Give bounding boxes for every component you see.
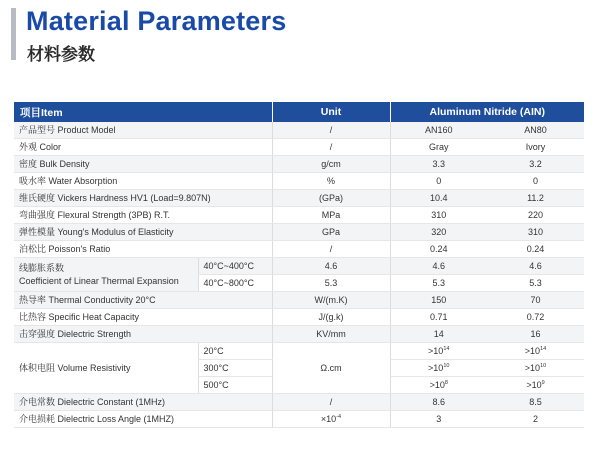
row-value: 70 [487, 292, 584, 309]
row-label: 热导率 Thermal Conductivity 20°C [14, 292, 272, 309]
column-header-unit: Unit [272, 102, 390, 122]
row-value: 14 [390, 326, 487, 343]
row-value: 3.2 [487, 156, 584, 173]
row-label: 介电常数 Dielectric Constant (1MHz) [14, 394, 272, 411]
row-value: $>10^{10}$ [487, 360, 584, 377]
row-value: 0.24 [390, 241, 487, 258]
title-accent-bar [11, 8, 16, 60]
row-unit: J/(g.k) [272, 309, 390, 326]
row-label: 弯曲强度 Flexural Strength (3PB) R.T. [14, 207, 272, 224]
table-row [14, 156, 584, 173]
row-value: $>10^8$ [390, 377, 487, 394]
table-row [14, 173, 584, 190]
row-unit: MPa [272, 207, 390, 224]
row-value: 8.5 [487, 394, 584, 411]
row-unit: GPa [272, 224, 390, 241]
row-value: 4.6 [390, 258, 487, 275]
row-unit: / [272, 139, 390, 156]
row-value: Ivory [487, 139, 584, 156]
row-value: 10.4 [390, 190, 487, 207]
row-value: 5.3 [487, 275, 584, 292]
row-value: $>10^{14}$ [390, 343, 487, 360]
row-value: AN80 [487, 122, 584, 139]
row-value: 2 [487, 411, 584, 428]
row-value: 150 [390, 292, 487, 309]
page-subtitle: 材料参数 [27, 45, 95, 64]
row-value: $>10^{10}$ [390, 360, 487, 377]
table-row [14, 139, 584, 156]
table-row [14, 326, 584, 343]
row-label-en: Coefficient of Linear Thermal Expansion [19, 275, 179, 286]
table-row [14, 292, 584, 309]
table-row [14, 343, 584, 360]
table-row [14, 411, 584, 428]
row-value: 0 [487, 173, 584, 190]
row-label: 密度 Bulk Density [14, 156, 272, 173]
row-value: $>10^{14}$ [487, 343, 584, 360]
row-label: 弹性模量 Young's Modulus of Elasticity [14, 224, 272, 241]
row-unit: / [272, 241, 390, 258]
row-value: 310 [390, 207, 487, 224]
row-unit: 4.6 [272, 258, 390, 275]
column-header-item: 项目Item [14, 102, 272, 122]
row-condition: 500°C [198, 377, 272, 394]
page-title: Material Parameters [26, 6, 287, 36]
row-value: 0.24 [487, 241, 584, 258]
table-row [14, 190, 584, 207]
row-value: 5.3 [390, 275, 487, 292]
row-value: $>10^9$ [487, 377, 584, 394]
row-condition: 40°C~400°C [198, 258, 272, 275]
row-unit: / [272, 394, 390, 411]
material-parameters-table [14, 102, 584, 428]
row-label [14, 258, 198, 292]
row-unit: g/cm [272, 156, 390, 173]
table-row [14, 207, 584, 224]
row-value: 4.6 [487, 258, 584, 275]
row-value: AN160 [390, 122, 487, 139]
row-condition: 40°C~800°C [198, 275, 272, 292]
row-label: 吸水率 Water Absorption [14, 173, 272, 190]
table-row [14, 309, 584, 326]
row-label: 产品型号 Product Model [14, 122, 272, 139]
table-header-row [14, 102, 584, 122]
table-row [14, 122, 584, 139]
row-value: 3 [390, 411, 487, 428]
row-unit: KV/mm [272, 326, 390, 343]
row-value: 0.72 [487, 309, 584, 326]
row-value: 0 [390, 173, 487, 190]
row-value: 0.71 [390, 309, 487, 326]
column-header-material: Aluminum Nitride (AIN) [390, 102, 584, 122]
row-condition: 300°C [198, 360, 272, 377]
row-label: 介电损耗 Dielectric Loss Angle (1MHZ) [14, 411, 272, 428]
row-value: 320 [390, 224, 487, 241]
row-condition: 20°C [198, 343, 272, 360]
row-value: 11.2 [487, 190, 584, 207]
row-value: 220 [487, 207, 584, 224]
row-value: 3.3 [390, 156, 487, 173]
row-unit: 5.3 [272, 275, 390, 292]
row-label: 外观 Color [14, 139, 272, 156]
table-row [14, 394, 584, 411]
row-unit: / [272, 122, 390, 139]
row-unit: W/(m.K) [272, 292, 390, 309]
row-label: 泊松比 Poisson's Ratio [14, 241, 272, 258]
row-unit: Ω.cm [272, 343, 390, 394]
row-unit: (GPa) [272, 190, 390, 207]
row-label: 维氏硬度 Vickers Hardness HV1 (Load=9.807N) [14, 190, 272, 207]
row-value: 16 [487, 326, 584, 343]
table-row [14, 224, 584, 241]
row-unit: $\times 10^{-4}$ [272, 411, 390, 428]
row-label-zh: 线膨胀系数 [19, 263, 65, 274]
row-label: 体积电阻 Volume Resistivity [14, 343, 198, 394]
row-value: 8.6 [390, 394, 487, 411]
table-row [14, 258, 584, 275]
row-unit: % [272, 173, 390, 190]
row-value: Gray [390, 139, 487, 156]
table-row [14, 241, 584, 258]
row-label: 击穿强度 Dielectric Strength [14, 326, 272, 343]
row-label: 比热容 Specific Heat Capacity [14, 309, 272, 326]
row-value: 310 [487, 224, 584, 241]
